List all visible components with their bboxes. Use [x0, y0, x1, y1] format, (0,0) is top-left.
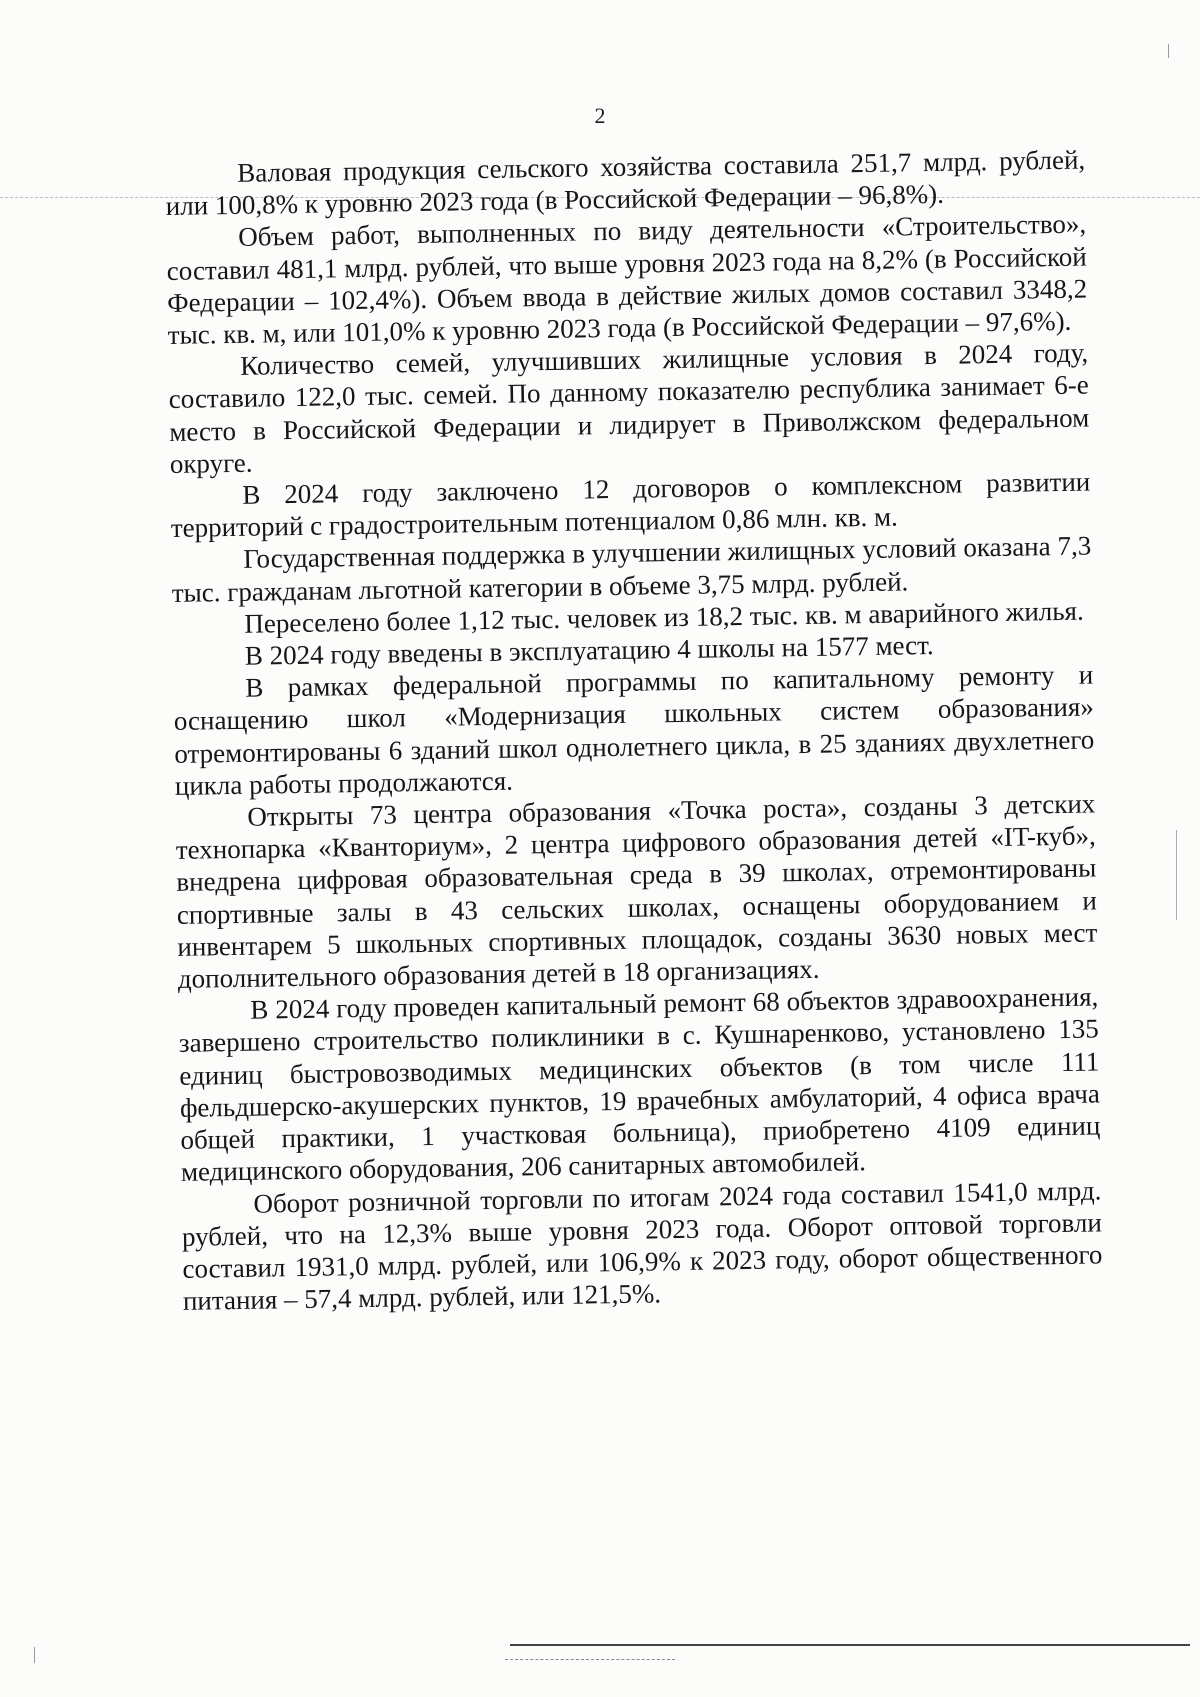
paragraph-new-schools: В 2024 году введены в эксплуатацию 4 школы на 1577 мест. — [244, 630, 934, 671]
scan-artifact-mark — [1168, 44, 1169, 58]
paragraph-school-modernization: В рамках федеральной программы по капитальному ремонту и оснащению школ «Модернизация школьных систем образования» отремонтированы 6 зданий школ однолетнего цикла, в 25 зданиях двухлетнего цикла работы продолжаются. — [173, 659, 1095, 801]
paragraph-agriculture: Валовая продукция сельского хозяйства составила 251,7 млрд. рублей, или 100,8% к уровню 2023 года (в Российской Федерации – 96,8%). — [165, 144, 1086, 222]
paragraph-healthcare: В 2024 году проведен капитальный ремонт 68 объектов здравоохранения, завершено строительство поликлиники в с. Кушнаренково, установлено 135 единиц быстровозводимых медицинских объектов (в том числе 111 фельдшерско-акушерских пунктов, 19 врачебных амбулаторий, 4 офиса врача общей практики, 1 участковая больница), приобретено 4109 единиц медицинского оборудования, 206 санитарных автомобилей. — [178, 981, 1101, 1188]
paragraph-housing-families: Количество семей, улучшивших жилищные условия в 2024 году, составило 122,0 тыс. семей. По данному показателю республика занимает 6-е место в Российской Федерации и лидирует в Приволжском федеральном округе. — [168, 337, 1090, 479]
paragraph-education-centers: Открыты 73 центра образования «Точка роста», созданы 3 детских технопарка «Кванториум», 2 центра цифрового образования детей «IT-куб», внедрена цифровая образовательная среда в 39 школах, отремонтированы спортивные залы в 43 сельских школах, оснащены оборудованием и инвентарем 5 школьных спортивных площадок, созданы 3630 новых мест дополнительного образования детей в 18 организациях. — [175, 788, 1098, 994]
paragraph-resettlement: Переселено более 1,12 тыс. человек из 18,2 тыс. кв. м аварийного жилья. — [244, 595, 1084, 639]
document-body — [165, 144, 1103, 1318]
page-number: 2 — [594, 103, 606, 128]
paragraph-trade: Оборот розничной торговли по итогам 2024 года составил 1541,0 млрд. рублей, что на 12,3% выше уровня 2023 года. Оборот оптовой торговли составил 1931,0 млрд. рублей, или 106,9% к 2023 году, оборот общественного питания – 57,4 млрд. рублей, или 121,5%. — [181, 1174, 1103, 1316]
paragraph-construction: Объем работ, выполненных по виду деятельности «Строительство», составил 481,1 млрд. рублей, что выше уровня 2023 года на 8,2% (в Российской Федерации – 102,4%). Объем ввода в действие жилых домов составил 3348,2 тыс. кв. м, или 101,0% к уровню 2023 года (в Российской Федерации – 97,6%). — [166, 208, 1088, 350]
scan-artifact-line — [510, 1644, 1190, 1646]
paragraph-territory-development: В 2024 году заключено 12 договоров о комплексном развитии территорий с градостроительным потенциалом 0,86 млн. кв. м. — [170, 466, 1091, 544]
scan-artifact-mark — [34, 1647, 35, 1663]
paragraph-state-support: Государственная поддержка в улучшении жилищных условий оказана 7,3 тыс. гражданам льготной категории в объеме 3,75 млрд. рублей. — [171, 530, 1092, 608]
scan-artifact-line — [505, 1659, 675, 1660]
scan-artifact-mark — [1176, 830, 1177, 920]
